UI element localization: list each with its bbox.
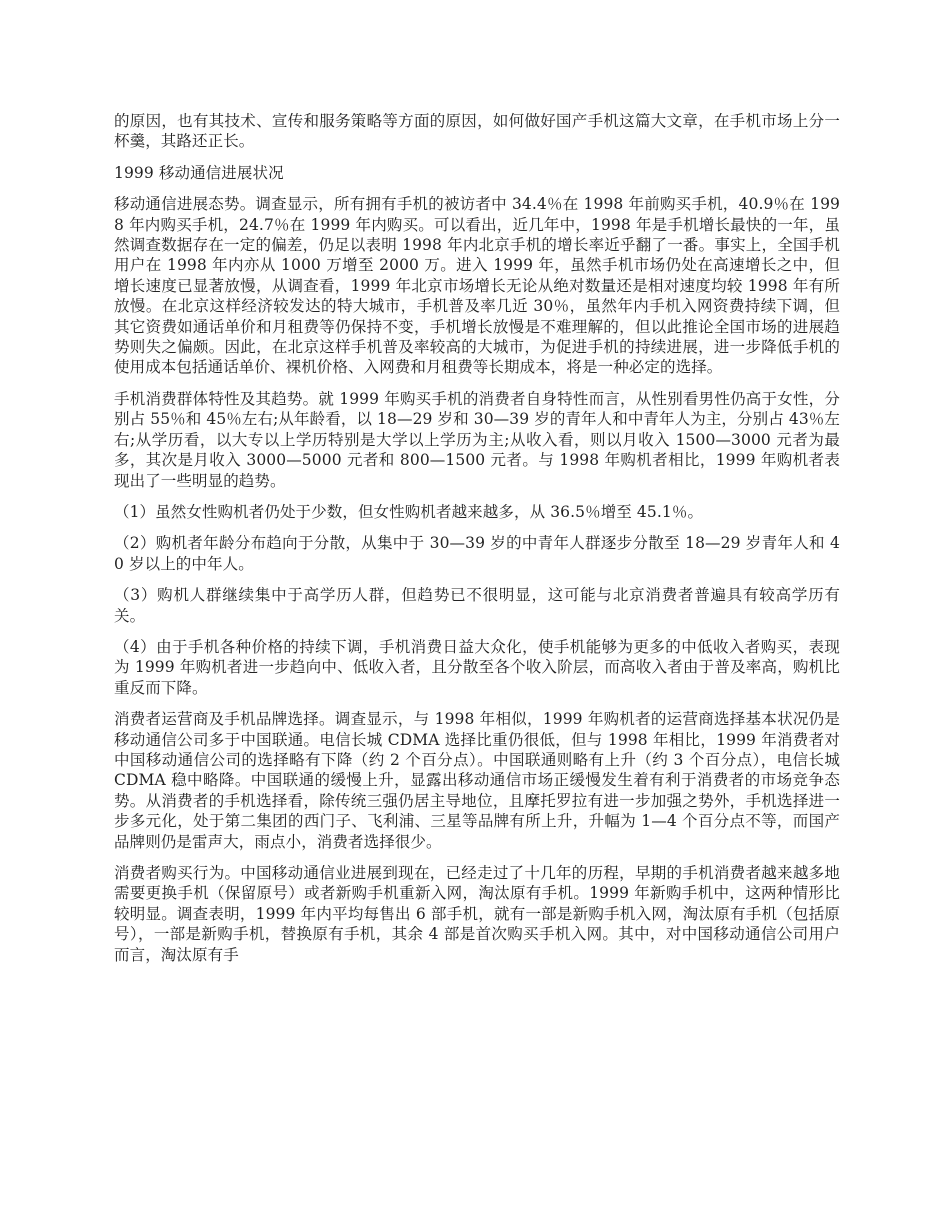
document-page [114,111,840,976]
paragraph-purchase-behavior: 消费者购买行为。中国移动通信业进展到现在，已经走过了十几年的历程，早期的手机消费者越来越多地需要更换手机（保留原号）或者新购手机重新入网，淘汰原有手机。1999 年新购手机中，这两种情形比较明显。调查表明，1999 年内平均每售出 6 部手机，就有一部是新购手机入网，淘汰原有手机（包括原号），一部是新购手机，替换原有手机，其余 4 部是首次购买手机入网。其中，对中国移动通信公司用户而言，淘汰原有手 [114,864,840,964]
paragraph-development-trend: 移动通信进展态势。调查显示，所有拥有手机的被访者中 34.4％在 1998 年前购买手机，40.9％在 1998 年内购买手机，24.7％在 1999 年内购买。可以看出，近几年中，1998 年是手机增长最快的一年，虽然调查数据存在一定的偏差，仍足以表明 1998 年内北京手机的增长率近乎翻了一番。事实上，全国手机用户在 1998 年内亦从 1000 万增至 2000 万。进入 1999 年，虽然手机市场仍处在高速增长之中，但增长速度已显著放慢，从调查看，1999 年北京市场增长无论从绝对数量还是相对速度均较 1998 年有所放慢。在北京这样经济较发达的特大城市，手机普及率几近 30％，虽然年内手机入网资费持续下调，但其它资费如通话单价和月租费等仍保持不变，手机增长放慢是不难理解的，但以此推论全国市场的进展趋势则失之偏颇。因此，在北京这样手机普及率较高的大城市，为促进手机的持续进展，进一步降低手机的使用成本包括通话单价、裸机价格、入网费和月租费等长期成本，将是一种必定的选择。 [114,195,840,377]
list-item-2: （2）购机者年龄分布趋向于分散，从集中于 30—39 岁的中青年人群逐步分散至 18—29 岁青年人和 40 岁以上的中年人。 [114,534,840,573]
paragraph-operator-brand: 消费者运营商及手机品牌选择。调查显示，与 1998 年相似，1999 年购机者的运营商选择基本状况仍是移动通信公司多于中国联通。电信长城 CDMA 选择比重仍很低，但与 1998 年相比，1999 年消费者对中国移动通信公司的选择略有下降（约 2 个百分点）。中国联通则略有上升（约 3 个百分点），电信长城 CDMA 稳中略降。中国联通的缓慢上升，显露出移动通信市场正缓慢发生着有利于消费者的市场竞争态势。从消费者的手机选择看，除传统三强仍居主导地位，且摩托罗拉有进一步加强之势外，手机选择进一步多元化，处于第二集团的西门子、飞利浦、三星等品牌有所上升，升幅为 1—4 个百分点不等，而国产品牌则仍是雷声大，雨点小，消费者选择很少。 [114,710,840,851]
paragraph-intro-continuation: 的原因，也有其技术、宣传和服务策略等方面的原因，如何做好国产手机这篇大文章，在手机市场上分一杯羹，其路还正长。 [114,112,840,151]
list-item-3: （3）购机人群继续集中于高学历人群，但趋势已不很明显，这可能与北京消费者普遍具有较高学历有关。 [114,586,840,625]
list-item-1: （1）虽然女性购机者仍处于少数，但女性购机者越来越多，从 36.5％增至 45.1％。 [114,502,704,521]
list-item-4: （4）由于手机各种价格的持续下调，手机消费日益大众化，使手机能够为更多的中低收入者购买，表现为 1999 年购机者进一步趋向中、低收入者，且分散至各个收入阶层，而高收入者由于普及率高，购机比重反而下降。 [114,637,840,697]
section-heading: 1999 移动通信进展状况 [114,163,284,182]
paragraph-consumer-group: 手机消费群体特性及其趋势。就 1999 年购买手机的消费者自身特性而言，从性别看男性仍高于女性，分别占 55％和 45％左右;从年龄看，以 18—29 岁和 30—39 岁的青年人和中青年人为主，分别占 43％左右;从学历看，以大专以上学历特别是大学以上学历为主;从收入看，则以月收入 1500—3000 元者为最多，其次是月收入 3000—5000 元者和 800—1500 元者。与 1998 年购机者相比，1999 年购机者表现出了一些明显的趋势。 [114,389,840,490]
